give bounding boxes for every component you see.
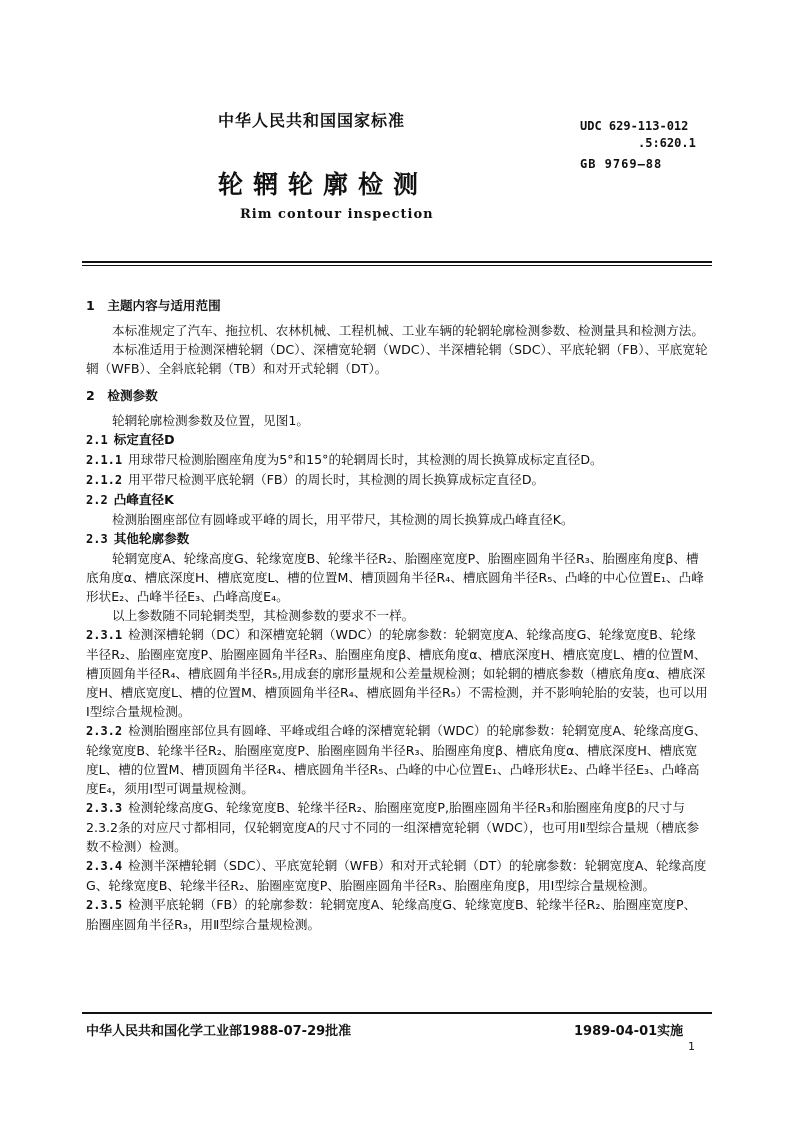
clause-2-3-5 <box>86 895 708 934</box>
clause-text: 检测平底轮辋（FB）的轮廓参数：轮辋宽度A、轮缘高度G、轮缘宽度B、轮缘半径R₂、胎圈座宽度P、胎圈座圆角半径R₃，用Ⅱ型综合量规检测。 <box>86 897 697 932</box>
footer-divider <box>82 1012 712 1014</box>
page-number: 1 <box>688 1040 695 1053</box>
section-2-paragraph: 轮辋轮廓检测参数及位置，见图1。 <box>112 413 309 428</box>
clause-2-3-2 <box>86 721 708 798</box>
clause-text: 检测胎圈座部位具有圆峰、平峰或组合峰的深槽宽轮辋（WDC）的轮廓参数：轮辋宽度A、轮缘高度G、轮缘宽度B、轮缘半径R₂、胎圈座宽度P、胎圈座圆角半径R₃、胎圈座角度β、槽底角度α、槽底深度H、槽底宽度L、槽的位置M、槽顶圆角半径R₄、槽底圆角半径R₅、凸峰的中心位置E₁、凸峰形状E₂、凸峰半径E₃、凸峰高度E₄，须用Ⅰ型可调量规检测。 <box>86 723 707 796</box>
udc-line-2: .5:620.1 <box>638 136 696 150</box>
clause-2-1-1 <box>86 450 708 470</box>
udc-line-1: UDC 629-113-012 <box>580 119 689 133</box>
clause-text: 用球带尺检测胎圈座角度为5°和15°的轮辋周长时，其检测的周长换算成标定直径D。 <box>128 452 603 467</box>
clause-number: 2.1.1 <box>86 453 123 467</box>
clause-2-1 <box>86 430 708 450</box>
page-title-english: Rim contour inspection <box>240 207 434 222</box>
clause-text: 用平带尺检测平底轮辋（FB）的周长时，其检测的周长换算成标定直径D。 <box>128 472 545 487</box>
clause-2-3-4 <box>86 856 708 895</box>
clause-text: 检测半深槽轮辋（SDC）、平底宽轮辋（WFB）和对开式轮辋（DT）的轮廓参数：轮辋宽度A、轮缘高度G、轮缘宽度B、轮缘半径R₂、胎圈座宽度P、胎圈座圆角半径R₃、胎圈座角度β，用Ⅰ型综合量规检测。 <box>86 858 707 893</box>
section-1-paragraph-2: 本标准适用于检测深槽轮辋（DC）、深槽宽轮辋（WDC）、半深槽轮辋（SDC）、平底轮辋（FB）、平底宽轮辋（WFB）、全斜底轮辋（TB）和对开式轮辋（DT）。 <box>86 342 708 376</box>
clause-2-2 <box>86 490 708 510</box>
clause-number: 2.2 <box>86 493 108 507</box>
header-divider <box>82 261 712 263</box>
clause-number: 2.3.1 <box>86 628 123 642</box>
section-2-heading: 2 检测参数 <box>86 388 158 403</box>
udc-code <box>580 118 696 152</box>
section-1-heading: 1 主题内容与适用范围 <box>86 298 221 313</box>
section-1-paragraph-1: 本标准规定了汽车、拖拉机、农林机械、工程机械、工业车辆的轮辋轮廓检测参数、检测量具和检测方法。 <box>112 323 704 338</box>
clause-2-2-text: 检测胎圈座部位有圆峰或平峰的周长，用平带尺，其检测的周长换算成凸峰直径K。 <box>112 512 574 527</box>
page-title: 轮辋轮廓检测 <box>218 170 429 199</box>
document-body <box>86 288 708 934</box>
national-standard-heading: 中华人民共和国国家标准 <box>218 111 406 130</box>
clause-number: 2.3.5 <box>86 898 123 912</box>
clause-number: 2.1 <box>86 433 108 447</box>
clause-number: 2.3.2 <box>86 724 123 738</box>
implementation-date: 1989-04-01实施 <box>574 1024 684 1039</box>
clause-2-3-text: 轮辋宽度A、轮缘高度G、轮缘宽度B、轮缘半径R₂、胎圈座宽度P、胎圈座圆角半径R₃、胎圈座角度β、槽底角度α、槽底深度H、槽底宽度L、槽的位置M、槽顶圆角半径R₄、槽底圆角半径R₅、凸峰的中心位置E₁、凸峰形状E₂、凸峰半径E₃、凸峰高度E₄。 <box>86 551 704 604</box>
clause-title: 标定直径D <box>113 432 175 447</box>
clause-number: 2.3 <box>86 532 108 546</box>
approval-statement: 中华人民共和国化学工业部1988-07-29批准 <box>86 1024 352 1039</box>
header-divider-thin <box>82 265 712 266</box>
clause-text: 检测深槽轮辋（DC）和深槽宽轮辋（WDC）的轮廓参数：轮辋宽度A、轮缘高度G、轮缘宽度B、轮缘半径R₂、胎圈座宽度P、胎圈座圆角半径R₃、胎圈座角度β、槽底角度α、槽底深度H、槽底宽度L、槽的位置M、槽顶圆角半径R₄、槽底圆角半径R₅,用成套的廓形量规和公差量规检测；如轮辋的槽底参数（槽底角度α、槽底深度H、槽底宽度L、槽的位置M、槽顶圆角半径R₄、槽底圆角半径R₅）不需检测，并不影响轮胎的安装，也可以用Ⅰ型综合量规检测。 <box>86 627 708 719</box>
clause-title: 其他轮廓参数 <box>113 531 190 546</box>
clause-number: 2.3.4 <box>86 859 123 873</box>
clause-title: 凸峰直径K <box>113 492 174 507</box>
clause-2-1-2 <box>86 470 708 490</box>
gb-number: GB 9769—88 <box>580 157 663 171</box>
clause-number: 2.1.2 <box>86 473 123 487</box>
clause-2-3 <box>86 529 708 549</box>
clause-text: 检测轮缘高度G、轮缘宽度B、轮缘半径R₂、胎圈座宽度P,胎圈座圆角半径R₃和胎圈座角度β的尺寸与2.3.2条的对应尺寸都相同，仅轮辋宽度A的尺寸不同的一组深槽宽轮辋（WDC），也可用Ⅱ型综合量规（槽底参数不检测）检测。 <box>86 800 700 854</box>
clause-number: 2.3.3 <box>86 801 123 815</box>
clause-2-3-note: 以上参数随不同轮辋类型，其检测参数的要求不一样。 <box>112 608 415 623</box>
clause-2-3-3 <box>86 798 708 856</box>
clause-2-3-1 <box>86 625 708 721</box>
